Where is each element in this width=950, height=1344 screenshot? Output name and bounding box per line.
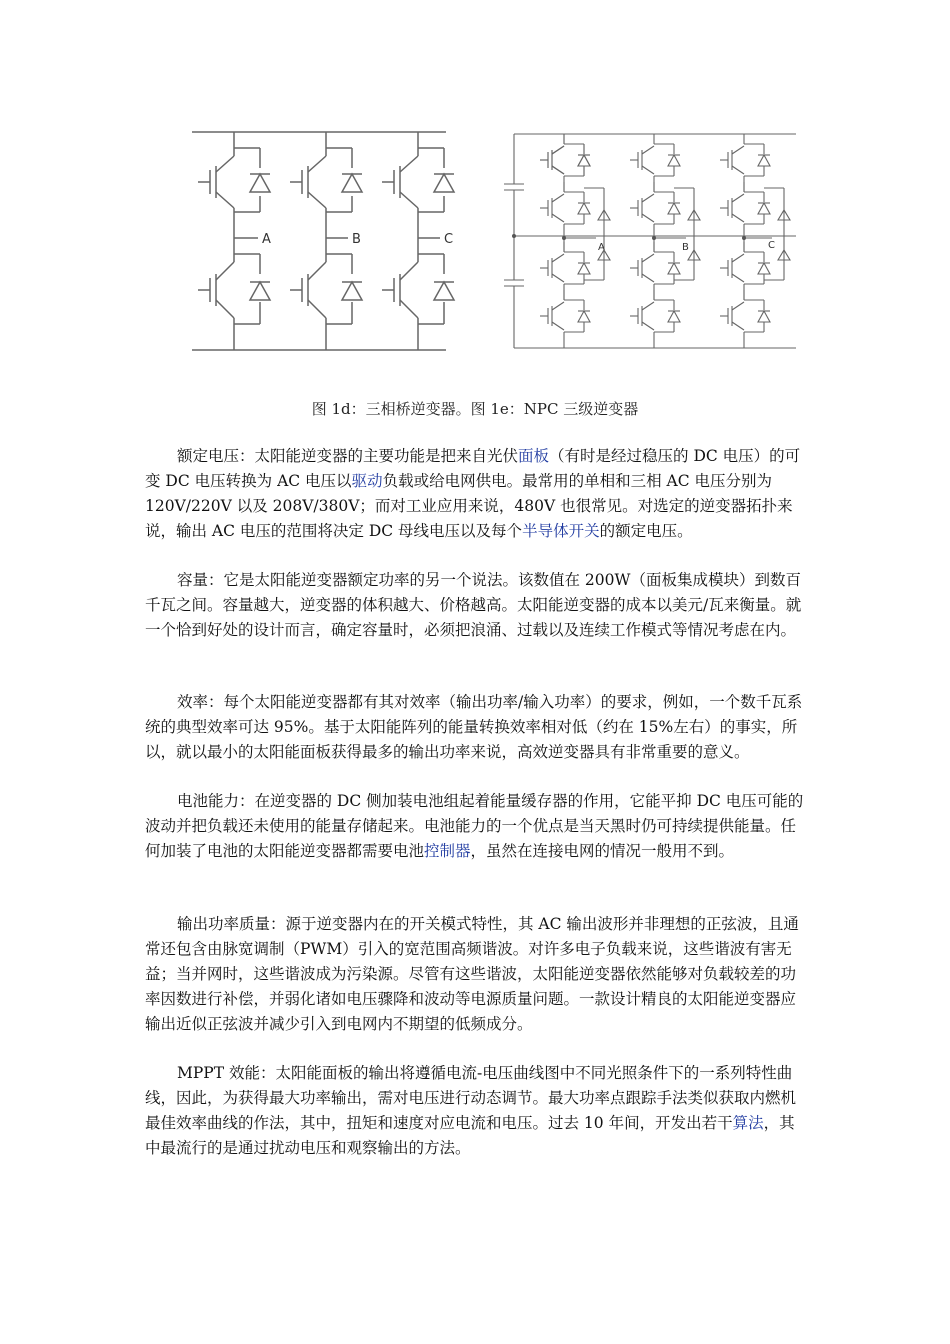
inline-link[interactable]: 半导体开关 — [522, 522, 600, 540]
paragraph-battery — [145, 789, 810, 864]
inline-link[interactable]: 算法 — [732, 1114, 764, 1132]
three-phase-bridge-schematic — [190, 128, 472, 354]
figure-three-phase-bridge — [190, 128, 472, 354]
paragraph-text: 负载或给电网供电。最常用的单相和三相 AC 电压分别为 120V/220V 以及 208V/380V；而对工业应用来说，480V 也很常见。对选定的逆变器拓扑来说，输出 AC 电压的范围将决定 DC 母线电压以及每个 — [145, 472, 793, 540]
paragraph-text: 输出功率质量：源于逆变器内在的开关模式特性，其 AC 输出波形并非理想的正弦波，且通常还包含由脉宽调制（PWM）引入的宽范围高频谐波。对许多电子负载来说，这些谐波有害无益；当并网时，这些谐波成为污染源。尽管有这些谐波，太阳能逆变器依然能够对负载较差的功率因数进行补偿，并弱化诸如电压骤降和波动等电源质量问题。一款设计精良的太阳能逆变器应输出近似正弦波并减少引入到电网内不期望的低频成分。 — [145, 915, 799, 1033]
phase-c-label: C — [444, 232, 454, 247]
paragraph-efficiency — [145, 690, 810, 765]
paragraph-power-quality — [145, 912, 810, 1037]
paragraph-text: ，虽然在连接电网的情况一般用不到。 — [470, 842, 735, 860]
npc-phase-c-label: C — [768, 240, 775, 251]
paragraph-text: 额定电压：太阳能逆变器的主要功能是把来自光伏 — [177, 447, 519, 465]
paragraph-text: 容量：它是太阳能逆变器额定功率的另一个说法。该数值在 200W（面板集成模块）到数百千瓦之间。容量越大，逆变器的体积越大、价格越高。太阳能逆变器的成本以美元/瓦来衡量。就一个恰到好处的设计而言，确定容量时，必须把浪涌、过载以及连续工作模式等情况考虑在内。 — [145, 571, 802, 639]
phase-a-label: A — [262, 232, 271, 247]
paragraph-text: MPPT 效能：太阳能面板的输出将遵循电流-电压曲线图中不同光照条件下的一系列特性曲线，因此，为获得最大功率输出，需对电压进行动态调节。最大功率点跟踪手法类似获取内燃机最佳效率曲线的作法，其中，扭矩和速度对应电流和电压。过去 10 年间，开发出若干 — [145, 1064, 797, 1132]
npc-inverter-schematic — [496, 130, 800, 352]
paragraph-capacity — [145, 568, 810, 643]
inline-link[interactable]: 控制器 — [424, 842, 471, 860]
phase-b-label: B — [352, 232, 361, 247]
npc-phase-a-label: A — [598, 242, 605, 253]
npc-phase-b-label: B — [682, 242, 689, 253]
paragraph-rated-voltage — [145, 444, 810, 544]
paragraph-text: 的额定电压。 — [599, 522, 693, 540]
paragraph-text: 电池能力：在逆变器的 DC 侧加装电池组起着能量缓存器的作用，它能平抑 DC 电压可能的波动并把负载还未使用的能量存储起来。电池能力的一个优点是当天黑时仍可持续提供能量。任何加装了电池的太阳能逆变器都需要电池 — [145, 792, 804, 860]
inline-link[interactable]: 面板 — [518, 447, 550, 465]
paragraph-text: 效率：每个太阳能逆变器都有其对效率（输出功率/输入功率）的要求，例如，一个数千瓦系统的典型效率可达 95%。基于太阳能阵列的能量转换效率相对低（约在 15%左右）的事实，所以，就以最小的太阳能面板获得最多的输出功率来说，高效逆变器具有非常重要的意义。 — [145, 693, 803, 761]
figure-npc-inverter — [496, 130, 800, 352]
figure-caption: 图 1d：三相桥逆变器。图 1e：NPC 三级逆变器 — [311, 400, 639, 418]
paragraph-mppt — [145, 1061, 810, 1161]
paragraph-text: ，其中最流行的是通过扰动电压和观察输出的方法。 — [145, 1114, 795, 1157]
paragraph-text: （有时是经过稳压的 DC 电压）的可变 DC 电压转换为 AC 电压以 — [145, 447, 801, 490]
inline-link[interactable]: 驱动 — [351, 472, 383, 490]
